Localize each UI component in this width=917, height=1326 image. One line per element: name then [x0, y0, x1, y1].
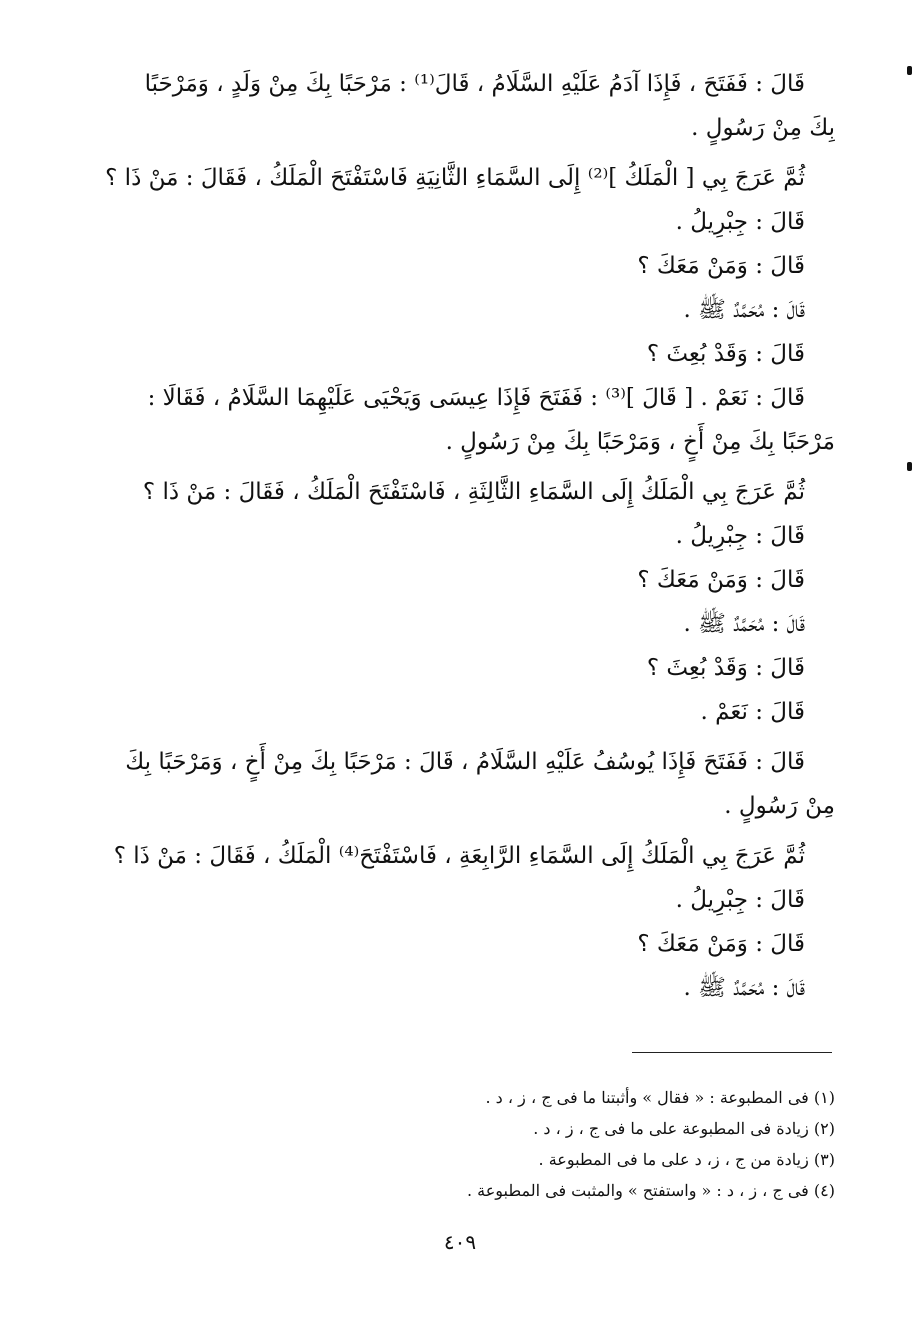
text-line: قَالَ : وَمَنْ مَعَكَ ؟ [637, 567, 805, 593]
text-line: قَالَ : وَمَنْ مَعَكَ ؟ [637, 931, 805, 957]
text-line: مَرْحَبًا بِكَ مِنْ أَخٍ ، وَمَرْحَبًا بِكَ مِنْ رَسُولٍ . [445, 429, 835, 455]
text-line: قَالَ : جِبْرِيلُ . [675, 209, 805, 235]
text-line: ثُمَّ عَرَجَ بِي الْمَلَكُ إِلَى السَّمَاءِ الثَّالِثَةِ ، فَاسْتَفْتَحَ الْمَلَكُ ، فَقَالَ : مَنْ ذَا ؟ [142, 479, 805, 505]
footnote-divider [632, 1052, 832, 1053]
footnote: (٤) فى ج ، ز ، د : « واستفتح » والمثبت فى المطبوعة . [466, 1181, 835, 1200]
text-line: قَالَ : مُحَمَّدٌ ﷺ . [683, 297, 805, 323]
text-line: قَالَ : مُحَمَّدٌ ﷺ . [683, 611, 805, 637]
text-line: بِكَ مِنْ رَسُولٍ . [691, 115, 835, 141]
text-line: قَالَ : فَفَتَحَ فَإِذَا يُوسُفُ عَلَيْهِ السَّلَامُ ، قَالَ : مَرْحَبًا بِكَ مِنْ أَخٍ ، وَمَرْحَبًا بِكَ [125, 749, 805, 775]
page-number: ٤٠٩ [443, 1230, 477, 1254]
text-line: مِنْ رَسُولٍ . [724, 793, 835, 819]
margin-mark [907, 66, 912, 75]
text-line: قَالَ : مُحَمَّدٌ ﷺ . [683, 975, 805, 1001]
text-line: ثُمَّ عَرَجَ بِي الْمَلَكُ إِلَى السَّمَاءِ الرَّابِعَةِ ، فَاسْتَفْتَحَ⁽⁴⁾ الْمَلَكُ ، فَقَالَ : مَنْ ذَا ؟ [113, 843, 805, 869]
footnote: (٣) زيادة من ج ، ز، د على ما فى المطبوعة . [538, 1150, 835, 1169]
text-line: قَالَ : وَمَنْ مَعَكَ ؟ [637, 253, 805, 279]
main-text [100, 62, 835, 1010]
text-line: قَالَ : وَقَدْ بُعِثَ ؟ [646, 655, 805, 681]
text-line: قَالَ : نَعَمْ . [700, 699, 805, 725]
text-line: ثُمَّ عَرَجَ بِي [ الْمَلَكُ ]⁽²⁾ إِلَى السَّمَاءِ الثَّانِيَةِ فَاسْتَفْتَحَ الْمَلَكُ ، فَقَالَ : مَنْ ذَا ؟ [105, 165, 805, 191]
margin-mark [907, 462, 912, 471]
text-line: قَالَ : نَعَمْ . [ قَالَ ]⁽³⁾ : فَفَتَحَ فَإِذَا عِيسَى وَيَحْيَى عَلَيْهِمَا السَّلَامُ ، فَقَالَا : [147, 385, 805, 411]
text-line: قَالَ : جِبْرِيلُ . [675, 887, 805, 913]
footnote: (١) فى المطبوعة : « فقال » وأثبتنا ما فى ج ، ز ، د . [485, 1088, 835, 1107]
footnotes [420, 1082, 835, 1206]
footnote: (٢) زيادة فى المطبوعة على ما فى ج ، ز ، د . [533, 1119, 835, 1138]
text-line: قَالَ : وَقَدْ بُعِثَ ؟ [646, 341, 805, 367]
text-line: قَالَ : جِبْرِيلُ . [675, 523, 805, 549]
text-line: قَالَ : فَفَتَحَ ، فَإِذَا آدَمُ عَلَيْهِ السَّلَامُ ، قَالَ⁽¹⁾ : مَرْحَبًا بِكَ مِنْ وَلَدٍ ، وَمَرْحَبًا [144, 71, 805, 97]
